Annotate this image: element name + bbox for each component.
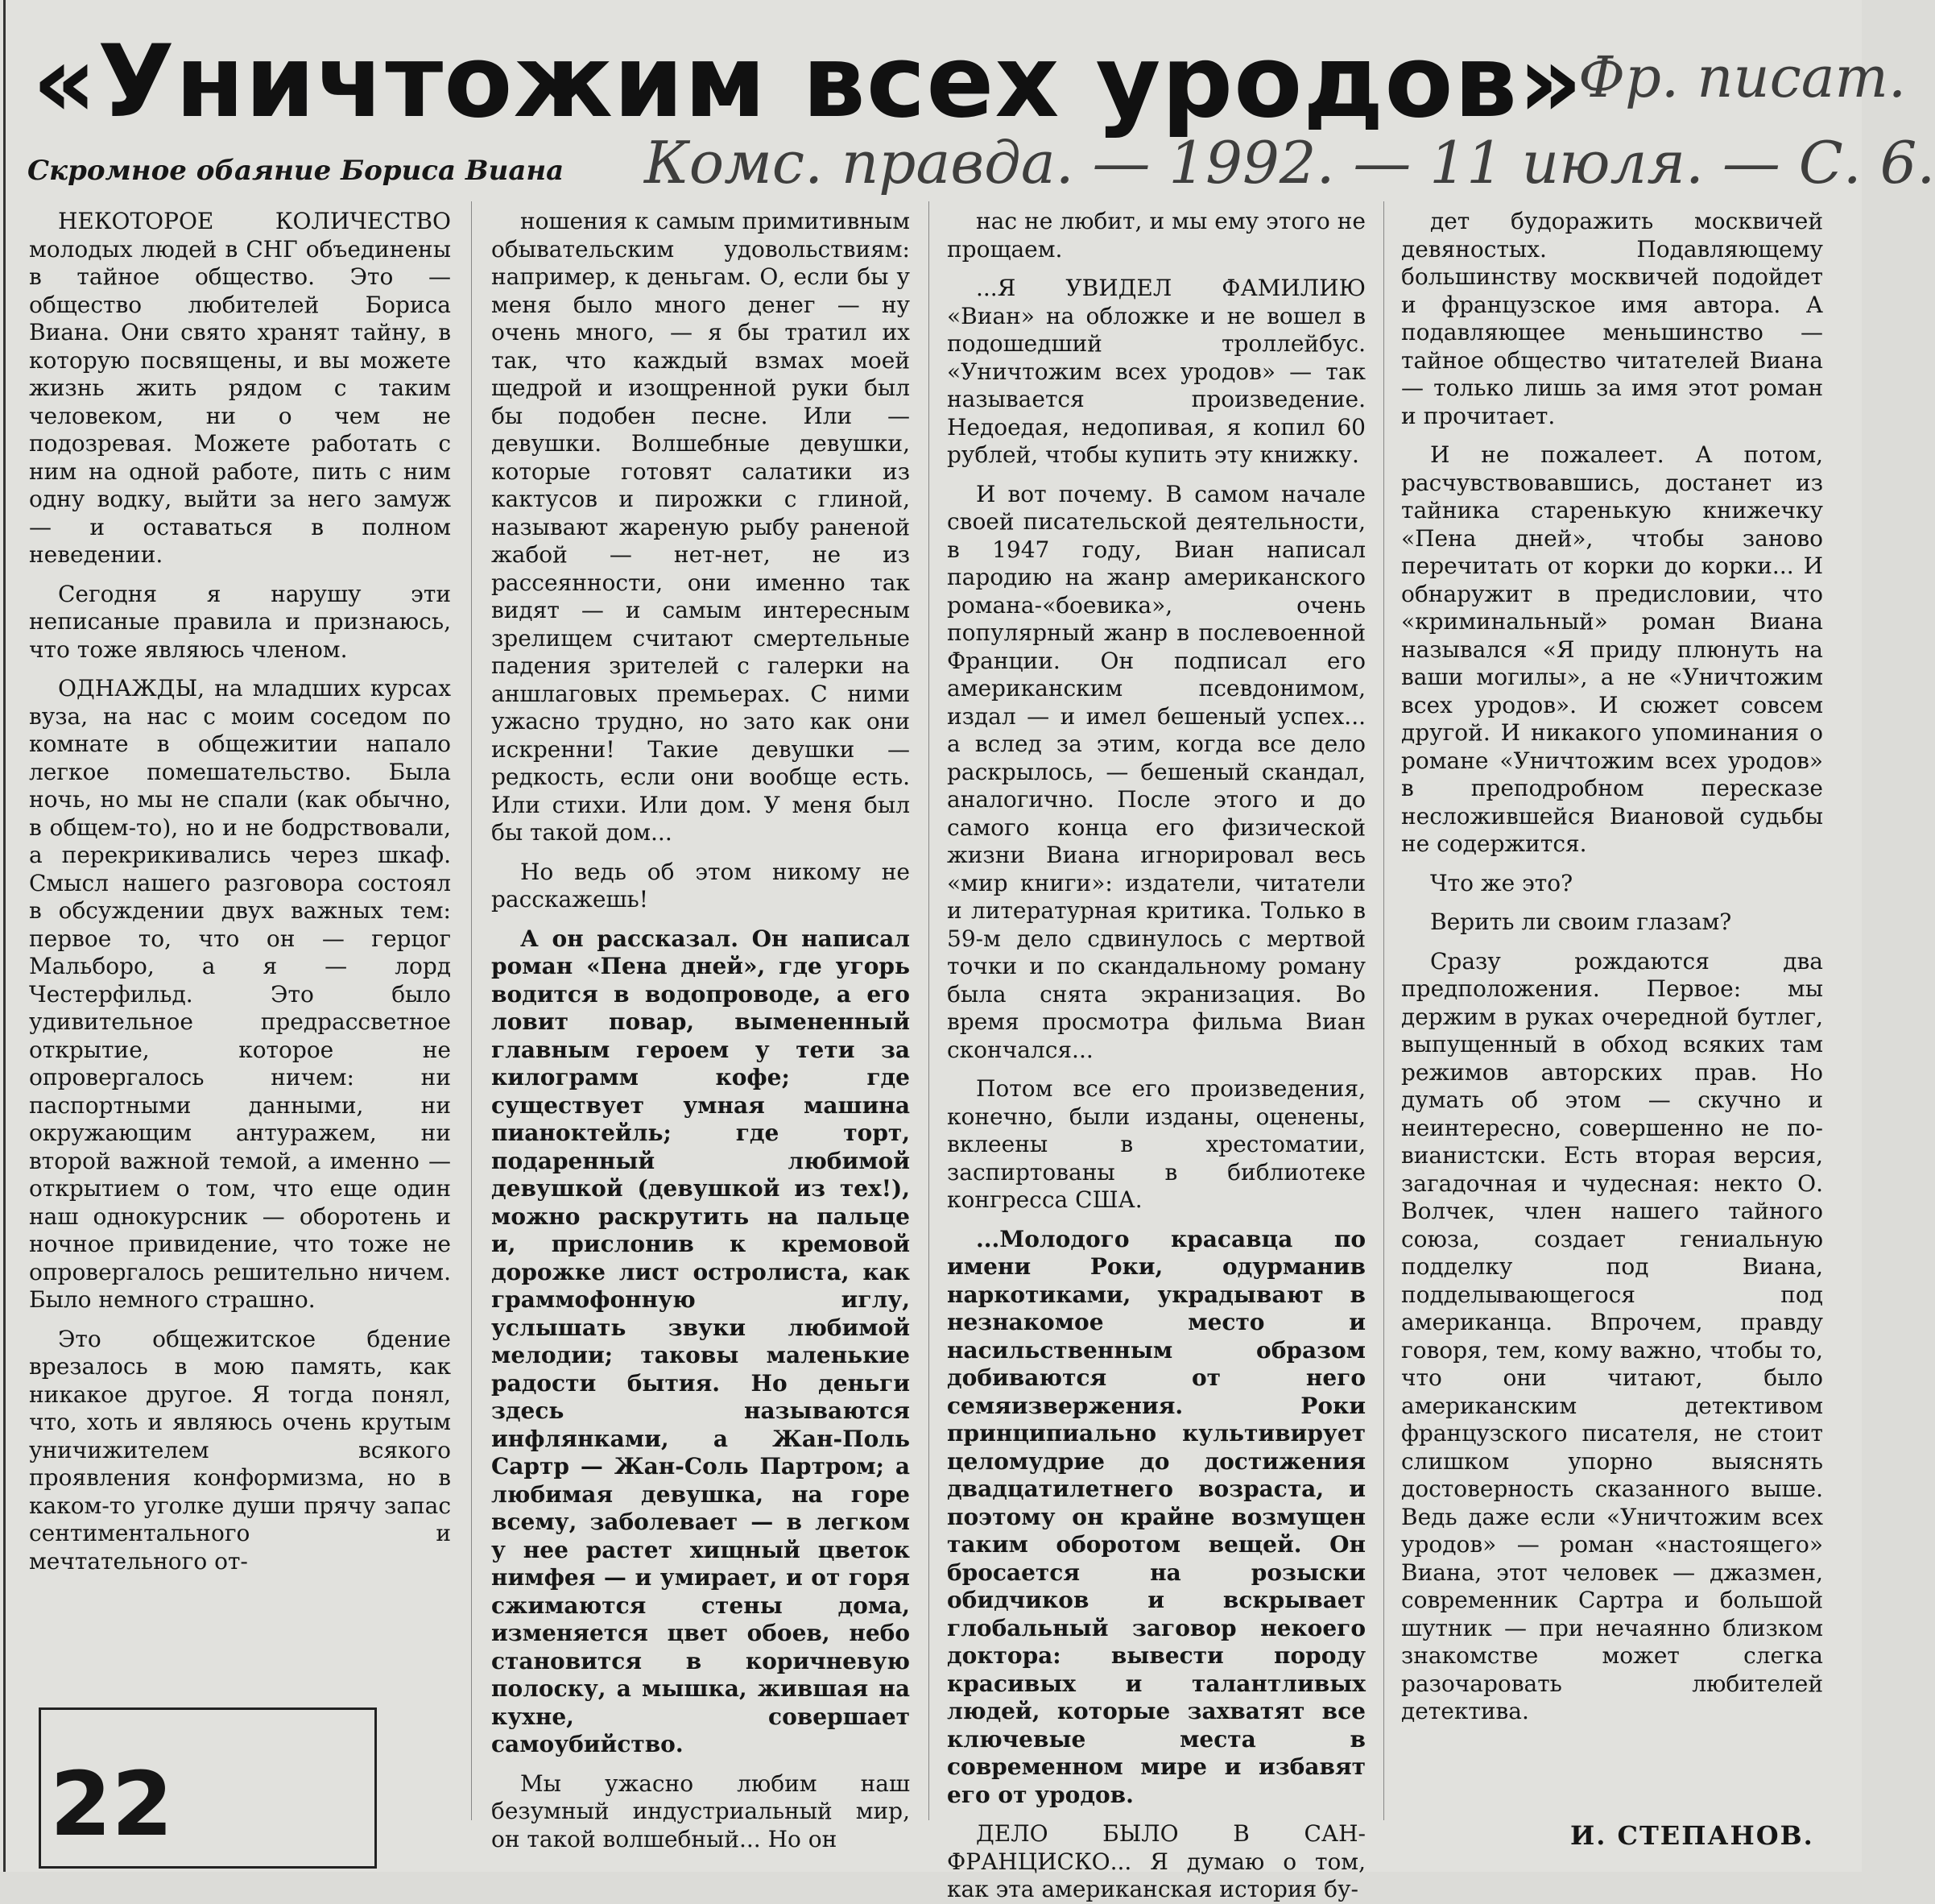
paragraph: ...Молодого красавца по имени Роки, одурманив наркотиками, украдывают в незнакомое место и насильственным образом добиваются от него семяизвержения. Роки принципиально культивирует целомудрие до достижения двадцатилетнего возраста, и поэтому он крайне возмущен таким оборотом вещей. Он бросается на розыски обидчиков и вскрывает глобальный заговор некоего доктора: вывести породу красивых и талантливых людей, которые захватят все ключевые места в современном мире и избавят его от уродов. <box>947 1225 1366 1808</box>
column-3 <box>947 208 1366 1902</box>
paragraph: Это общежитское бдение врезалось в мою память, как никакое другое. Я тогда понял, что, хоть и являюсь очень крутым уничижителем всякого проявления конформизма, но в каком-то уголке души прячу запас сентиментального и мечтательного от- <box>29 1325 451 1575</box>
paragraph: ...Я УВИДЕЛ ФАМИЛИЮ «Виан» на обложке и не вошел в подошедший троллейбус. «Уничтожим всех уродов» — так называется произведение. Недоедая, недопивая, я копил 60 рублей, чтобы купить эту книжку. <box>947 275 1366 468</box>
column-1 <box>29 208 451 1762</box>
author-signature: И. СТЕПАНОВ. <box>1570 1820 1814 1851</box>
column-divider <box>928 201 929 1820</box>
page-number: 22 <box>50 1753 174 1856</box>
paragraph: Сразу рождаются два предположения. Первое: мы держим в руках очередной бутлег, выпущенный в обход всяких там режимов авторских прав. Но думать об этом — скучно и неинтересно, совершенно не по-вианистски. Есть вторая версия, загадочная и чудесная: некто О. Волчек, член нашего тайного союза, создает гениальную подделку под Виана, подделывающегося под американца. Впрочем, правду говоря, тем, кому важно, чтобы то, что они читают, было американским детективом французского писателя, не стоит слишком упорно выяснять достоверность сказанного выше. Ведь даже если «Уничтожим всех уродов» — роман «настоящего» Виана, этот человек — джазмен, современник Сартра и большой шутник — при нечаянно близком знакомстве может слегка разочаровать любителей детектива. <box>1401 947 1823 1724</box>
headline: «Уничтожим всех уродов» <box>32 24 1584 140</box>
column-2 <box>491 208 910 1852</box>
column-4 <box>1401 208 1823 1762</box>
paragraph: А он рассказал. Он написал роман «Пена дней», где угорь водится в водопроводе, а его ловит повар, вымененный главным героем у тети за килограмм кофе; где существует умная машина пианоктейль; где торт, подаренный любимой девушкой (девушкой из тех!), можно раскрутить на пальце и, прислонив к кремовой дорожке лист остролиста, как граммофонную иглу, услышать звуки любимой мелодии; таковы маленькие радости бытия. Но деньги здесь называются инфлянками, а Жан-Поль Сартр — Жан-Соль Партром; а любимая девушка, на горе всему, заболевает — в легком у нее растет хищный цветок нимфея — и умирает, и от горя сжимаются стены дома, изменяется цвет обоев, небо становится в коричневую полоску, а мышка, жившая на кухне, совершает самоубийство. <box>491 925 910 1757</box>
handwritten-source: Комс. правда. — 1992. — 11 июля. — С. 6. <box>644 129 1935 197</box>
paragraph: дет будоражить москвичей девяностых. Подавляющему большинству москвичей подойдет и французское имя автора. А подавляющее меньшинство — тайное общество читателей Виана — только лишь за имя этот роман и прочитает. <box>1401 208 1823 429</box>
paragraph: Что же это? <box>1430 869 1573 896</box>
paragraph: Потом все его произведения, конечно, были изданы, оценены, вклеены в хрестоматии, заспиртованы в библиотеке конгресса США. <box>947 1075 1366 1213</box>
paragraph: И не пожалеет. А потом, расчувствовавшись, достанет из тайника старенькую книжечку «Пена дней», чтобы заново перечитать от корки до корки... И обнаружит в предисловии, что «криминальный» роман Виана назывался «Я приду плюнуть на ваши могилы», а не «Уничтожим всех уродов». И сюжет совсем другой. И никакого упоминания о романе «Уничтожим всех уродов» в преподробном пересказе несложившейся Виановой судьбы не содержится. <box>1401 441 1823 857</box>
subtitle: Скромное обаяние Бориса Виана <box>27 155 564 187</box>
column-divider <box>471 201 472 1820</box>
paragraph: Сегодня я нарушу эти неписаные правила и признаюсь, что тоже являюсь членом. <box>29 580 451 663</box>
page-edge-rule <box>3 0 6 1872</box>
paragraph: И вот почему. В самом начале своей писательской деятельности, в 1947 году, Виан написал пародию на жанр американского романа-«боевика», очень популярный жанр в послевоенной Франции. Он подписал его американским псевдонимом, издал — и имел бешеный успех... а вслед за этим, когда все дело раскрылось, — бешеный скандал, аналогично. После этого и до самого конца его физической жизни Виана игнорировал весь «мир книги»: издатели, читатели и литературная критика. Только в 59-м дело сдвинулось с мертвой точки и по скандальному роману была снята экранизация. Во время просмотра фильма Виан скончался... <box>947 480 1366 1063</box>
paragraph: ношения к самым примитивным обывательским удовольствиям: например, к деньгам. О, если бы у меня было много денег — ну очень много, — я бы тратил их так, что каждый взмах моей щедрой и изощренной руки был бы подобен песне. Или — девушки. Волшебные девушки, которые готовят салатики из кактусов и пирожки с глиной, называют жареную рыбу раненой жабой — нет-нет, не из рассеянности, они именно так видят — и самым интересным зрелищем считают смертельные падения зрителей с галерки на аншлаговых премьерах. С ними ужасно трудно, но зато как они искренни! Такие девушки — редкость, если они вообще есть. Или стихи. Или дом. У меня был бы такой дом... <box>491 208 910 846</box>
paragraph: НЕКОТОРОЕ КОЛИЧЕСТВО молодых людей в СНГ объединены в тайное общество. Это — общество любителей Бориса Виана. Они свято хранят тайну, в которую посвящены, и вы можете жизнь жить рядом с таким человеком, ни о чем не подозревая. Можете работать с ним на одной работе, пить с ним одну водку, выйти за него замуж — и оставаться в полном неведении. <box>29 208 451 568</box>
handwritten-note: Фр. писат. <box>1578 44 1907 110</box>
paragraph: нас не любит, и мы ему этого не прощаем. <box>947 208 1366 263</box>
paragraph: Мы ужасно любим наш безумный индустриальный мир, он такой волшебный... Но он <box>491 1769 910 1852</box>
paragraph: ДЕЛО БЫЛО В САН-ФРАНЦИСКО... Я думаю о том, как эта американская история бу- <box>947 1820 1366 1902</box>
column-divider <box>1383 201 1384 1820</box>
paragraph: Верить ли своим глазам? <box>1430 909 1732 935</box>
paragraph: Но ведь об этом никому не расскажешь! <box>491 858 910 913</box>
paragraph: ОДНАЖДЫ, на младших курсах вуза, на нас с моим соседом по комнате в общежитии напало легкое помешательство. Была ночь, но мы не спали (как обычно, в общем-то), но и не бодрствовали, а перекрикивались через шкаф. Смысл нашего разговора состоял в обсуждении двух важных тем: первое то, что он — герцог Мальборо, а я — лорд Честерфильд. Это было удивительное предрассветное открытие, которое не опровергалось ничем: ни паспортными данными, ни окружающим антуражем, ни второй важной темой, а именно — открытием о том, что еще один наш однокурсник — оборотень и ночное привидение, что тоже не опровергалось решительно ничем. Было немного страшно. <box>29 675 451 1313</box>
